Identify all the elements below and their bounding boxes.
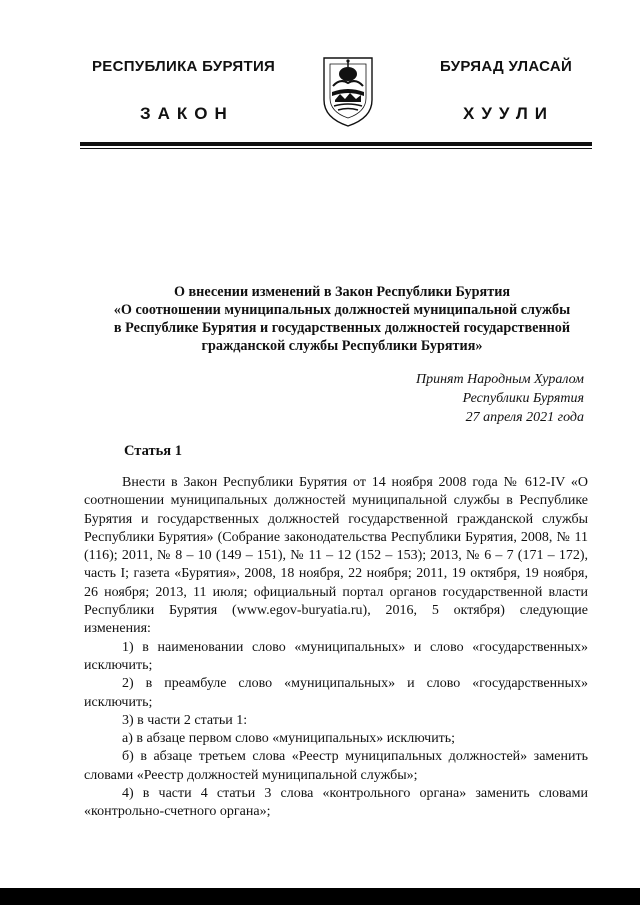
header-divider-thin: [80, 148, 592, 149]
article-paragraph: 2) в преамбуле слово «муниципальных» и слово «государственных» исключить;: [84, 676, 588, 710]
doc-type-buryat: ХУУЛИ: [463, 104, 554, 123]
republic-name-buryat: БУРЯАД УЛАСАЙ: [440, 58, 573, 75]
law-title: [92, 283, 592, 355]
header-divider-thick: [80, 142, 592, 146]
article-paragraph: Внести в Закон Республики Бурятия от 14 ноября 2008 года № 612-IV «О соотношении муниципальных должностей муниципальной службы в Республике Бурятия и государственных должностей государственной гражданской службы Республики Бурятия» (Собрание законодательства Республики Бурятия, 2008, № 11 (116); 2011, № 8 – 10 (149 – 151), № 11 – 12 (152 – 153); 2013, № 6 – 7 (171 – 172), часть I; газета «Бурятия», 2008, 18 ноября, 22 ноября; 2011, 19 октября, 19 ноября, 26 ноября; 2013, 11 июля; официальный портал органов государственной власти Республики Бурятия (www.egov-buryatia.ru), 2016, 5 октября) следующие изменения:: [84, 475, 588, 637]
buryatia-coat-of-arms-icon: [320, 52, 376, 128]
law-title-line: «О соотношении муниципальных должностей муниципальной службы: [113, 302, 571, 318]
article-paragraph: 1) в наименовании слово «муниципальных» и слово «государственных» исключить;: [84, 639, 588, 673]
article-paragraph: 3) в части 2 статьи 1:: [122, 712, 248, 728]
adoption-line: Республики Бурятия: [462, 391, 584, 406]
article-paragraph: 4) в части 4 статьи 3 слова «контрольного органа» заменить словами «контрольно-счетного органа»;: [84, 786, 588, 820]
article-paragraph: а) в абзаце первом слово «муниципальных» исключить;: [122, 731, 456, 747]
law-title-line: гражданской службы Республики Бурятия»: [201, 338, 483, 354]
article-heading: Статья 1: [124, 443, 182, 459]
adoption-line: Принят Народным Хуралом: [415, 372, 584, 387]
article-paragraph: б) в абзаце третьем слова «Реестр муниципальных должностей» заменить словами «Реестр должностей муниципальной службы»;: [84, 749, 588, 783]
doc-type-russian: ЗАКОН: [140, 104, 234, 123]
adoption-date: 27 апреля 2021 года: [465, 410, 584, 425]
law-title-line: в Республике Бурятия и государственных должностей государственной: [113, 320, 571, 336]
article-body: [84, 474, 588, 822]
adoption-note: [360, 370, 584, 427]
scan-edge-bar: [0, 888, 640, 905]
law-title-line: О внесении изменений в Закон Республики Бурятия: [173, 284, 511, 300]
republic-name-russian: РЕСПУБЛИКА БУРЯТИЯ: [92, 58, 276, 75]
